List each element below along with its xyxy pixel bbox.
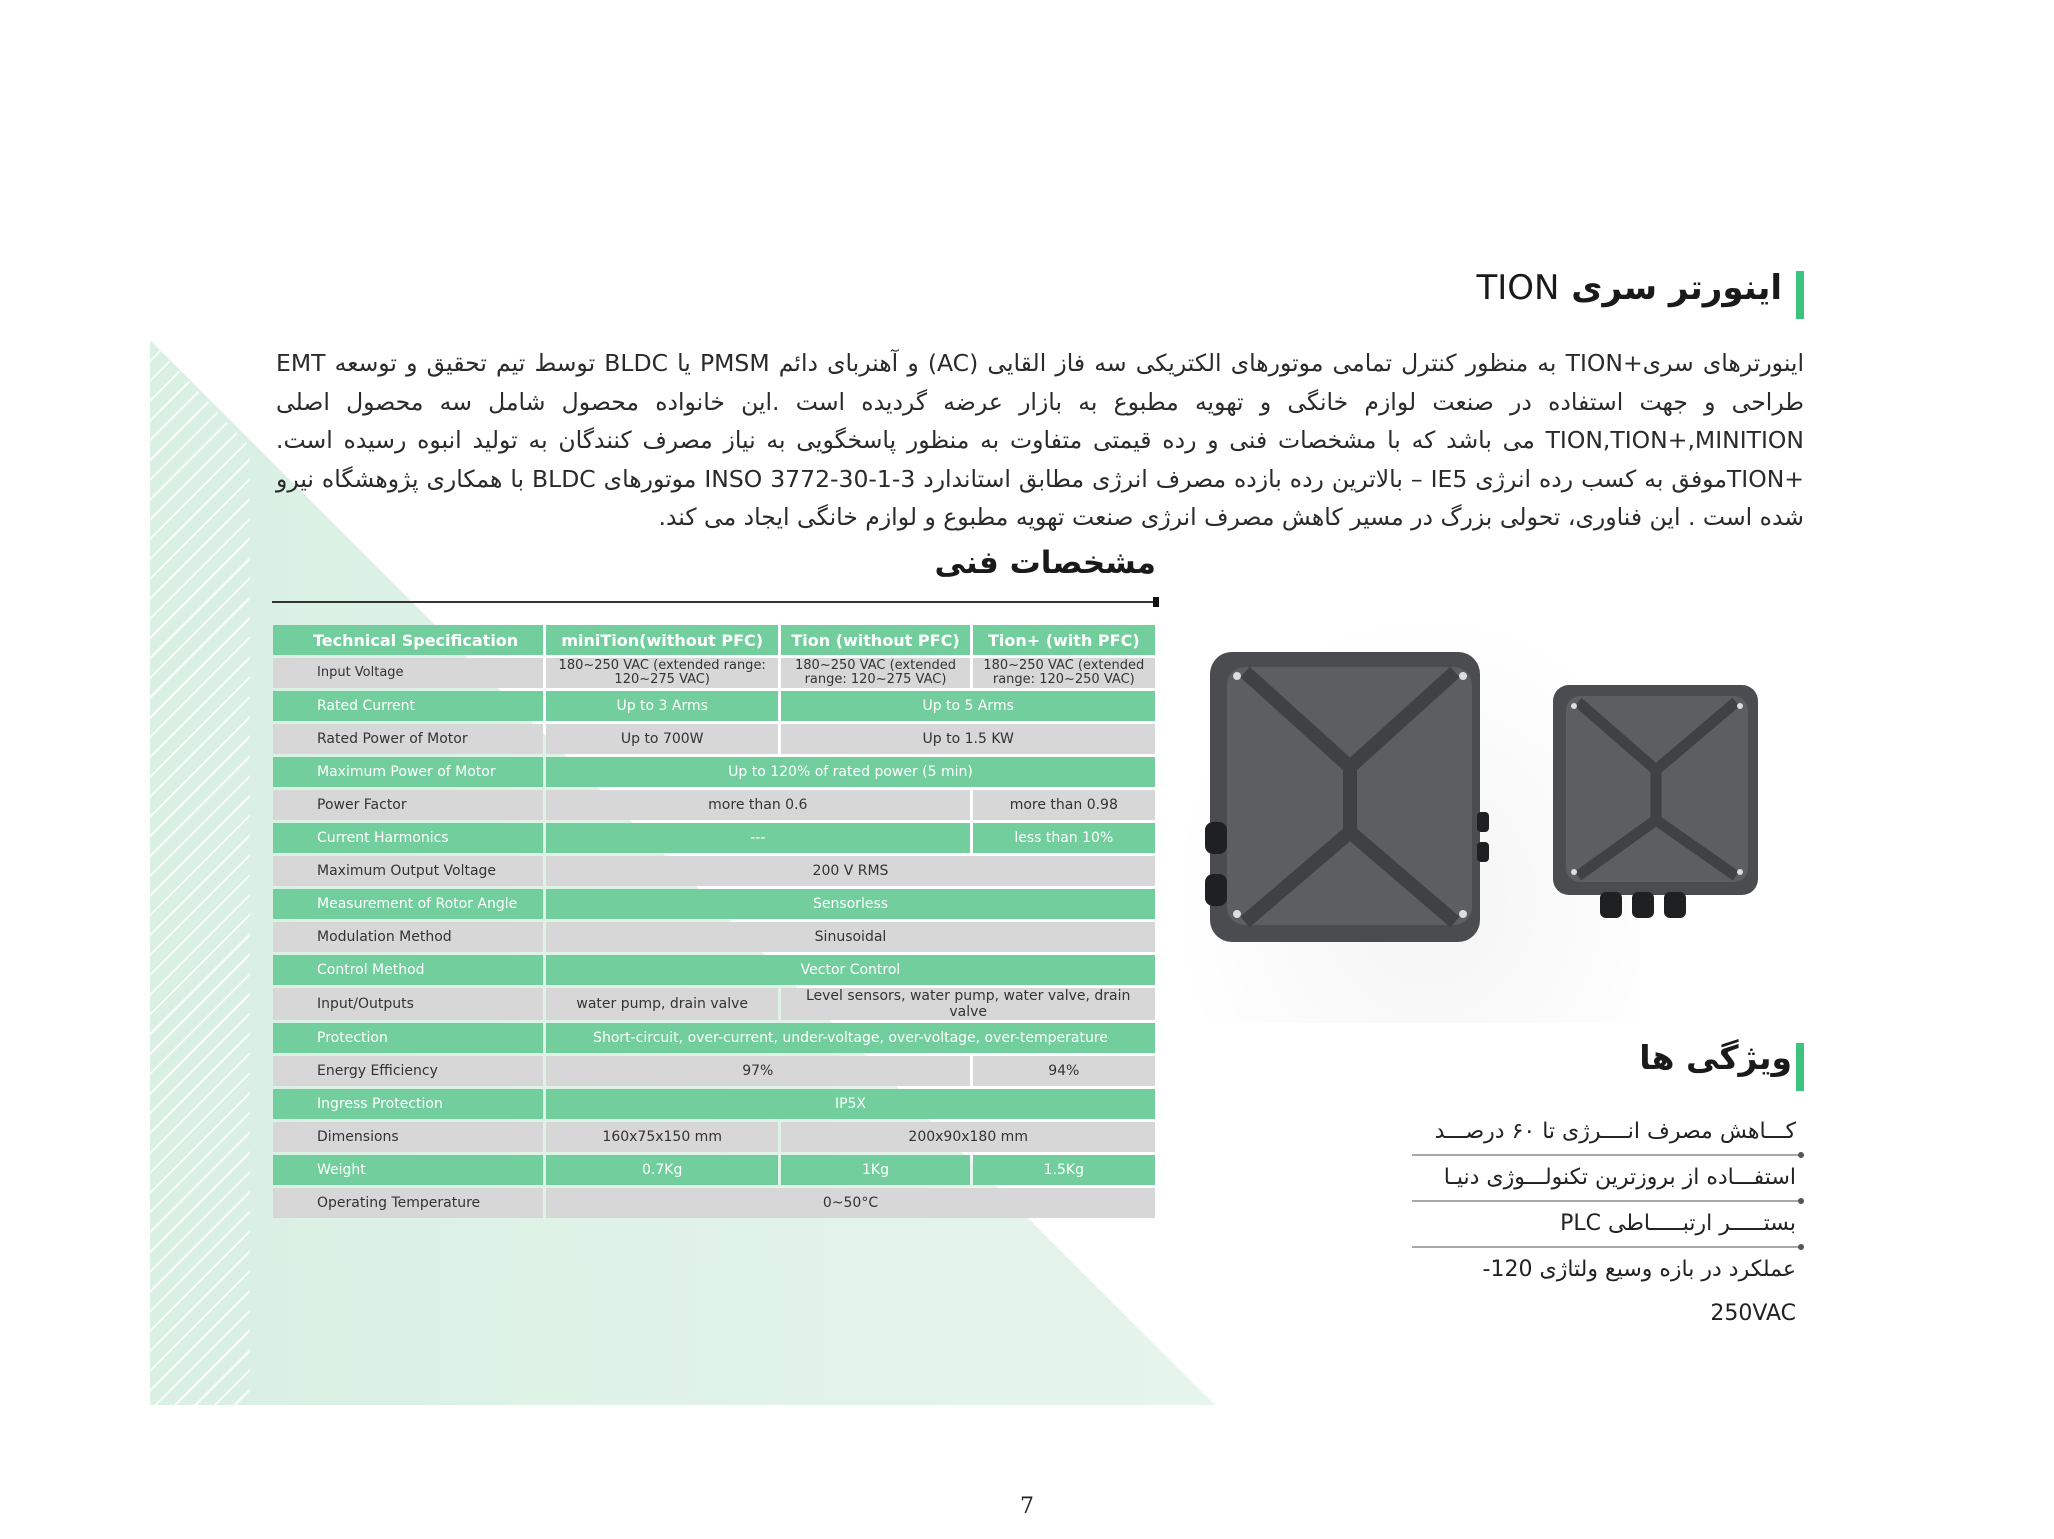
- cell: Short-circuit, over-current, under-voltage, over-voltage, over-temperature: [546, 1023, 1155, 1053]
- table-row: [273, 1056, 1155, 1086]
- header-tion-plus: Tion+ (with PFC): [973, 625, 1155, 655]
- row-label: Operating Temperature: [273, 1188, 543, 1218]
- cell: 180~250 VAC (extended range: 120~250 VAC): [973, 658, 1155, 688]
- cell: Sinusoidal: [546, 922, 1155, 952]
- cell: Level sensors, water pump, water valve, drain valve: [781, 988, 1155, 1020]
- cell: 180~250 VAC (extended range: 120~275 VAC): [781, 658, 969, 688]
- specs-divider-end: [1153, 597, 1159, 607]
- row-label: Maximum Output Voltage: [273, 856, 543, 886]
- cell: Up to 120% of rated power (5 min): [546, 757, 1155, 787]
- row-label: Maximum Power of Motor: [273, 757, 543, 787]
- row-label: Input/Outputs: [273, 988, 543, 1020]
- row-label: Measurement of Rotor Angle: [273, 889, 543, 919]
- page-number: 7: [1020, 1494, 1034, 1519]
- inverter-small-image: [1548, 680, 1768, 940]
- cell: Up to 700W: [546, 724, 778, 754]
- header-spec: Technical Specification: [273, 625, 543, 655]
- spec-header-row: [273, 625, 1155, 655]
- table-row: [273, 1188, 1155, 1218]
- cell: 180~250 VAC (extended range: 120~275 VAC): [546, 658, 778, 688]
- table-row: [273, 856, 1155, 886]
- table-row: [273, 1023, 1155, 1053]
- cell: less than 10%: [973, 823, 1155, 853]
- cell: more than 0.6: [546, 790, 970, 820]
- cell: ---: [546, 823, 970, 853]
- cell: more than 0.98: [973, 790, 1155, 820]
- cell: Vector Control: [546, 955, 1155, 985]
- title-latin: TION: [1476, 268, 1560, 308]
- table-row: [273, 757, 1155, 787]
- cell: Up to 1.5 KW: [781, 724, 1155, 754]
- cell: 94%: [973, 1056, 1155, 1086]
- spec-table: [270, 622, 1158, 1221]
- cell: Sensorless: [546, 889, 1155, 919]
- cell: 1.5Kg: [973, 1155, 1155, 1185]
- row-label: Current Harmonics: [273, 823, 543, 853]
- row-label: Control Method: [273, 955, 543, 985]
- row-label: Weight: [273, 1155, 543, 1185]
- table-row: [273, 1155, 1155, 1185]
- header-tion: Tion (without PFC): [781, 625, 969, 655]
- row-label: Rated Current: [273, 691, 543, 721]
- intro-paragraph: اینورترهای سری+TION به منظور کنترل تمامی موتورهای الکتریکی سه فاز القایی (AC) و آهنربای دائم PMSM یا BLDC توسط تیم تحقیق و توسعه EMT طراحی و جهت استفاده در صنعت لوازم خانگی و تهویه مطبوع به بازار عرضه گردیده است .این خانواده محصول شامل سه محصول اصلی TION,TION+,MINITION می باشد که با مشخصات فنی و رده قیمتی متفاوت به منظور پاسخگویی به نیاز مصرف کنندگان به تولید انبوه رسیده است. +TIONموفق به کسب رده انرژی IE5 – بالاترین رده بازده مصرف انرژی مطابق استاندارد INSO 3772-30-1-3 موتورهای BLDC با همکاری پژوهشگاه نیرو شده است . این فناوری، تحولی بزرگ در مسیر کاهش مصرف انرژی صنعت تهویه مطبوع و لوازم خانگی ایجاد می کند.: [276, 349, 1804, 531]
- row-label: Protection: [273, 1023, 543, 1053]
- cell: Up to 5 Arms: [781, 691, 1155, 721]
- features-accent-bar: [1796, 1043, 1804, 1091]
- cell: 0.7Kg: [546, 1155, 778, 1185]
- row-label: Power Factor: [273, 790, 543, 820]
- cell: 0~50°C: [546, 1188, 1155, 1218]
- specs-section-title: مشخصات فنی: [934, 545, 1156, 581]
- cell: 200 V RMS: [546, 856, 1155, 886]
- feature-item: عملکرد در بازه وسیع ولتاژی 120-250VAC: [1482, 1257, 1796, 1326]
- row-label: Modulation Method: [273, 922, 543, 952]
- row-label: Energy Efficiency: [273, 1056, 543, 1086]
- cell: IP5X: [546, 1089, 1155, 1119]
- table-row: [273, 988, 1155, 1020]
- table-row: [273, 922, 1155, 952]
- inverter-large-image: [1205, 642, 1495, 952]
- table-row: [273, 1089, 1155, 1119]
- header-minition: miniTion(without PFC): [546, 625, 778, 655]
- table-row: [273, 790, 1155, 820]
- table-row: [273, 889, 1155, 919]
- row-label: Rated Power of Motor: [273, 724, 543, 754]
- cell: 97%: [546, 1056, 970, 1086]
- background-stripes: [150, 340, 250, 1405]
- features-title: ویژگی ها: [1639, 1038, 1792, 1077]
- features-list: [1412, 1110, 1802, 1326]
- cell: Up to 3 Arms: [546, 691, 778, 721]
- table-row: [273, 955, 1155, 985]
- table-row: [273, 724, 1155, 754]
- page-title: [1476, 268, 1782, 308]
- cell: 160x75x150 mm: [546, 1122, 778, 1152]
- row-label: Ingress Protection: [273, 1089, 543, 1119]
- cell: 1Kg: [781, 1155, 969, 1185]
- table-row: [273, 823, 1155, 853]
- specs-divider: [272, 601, 1157, 603]
- title-persian: اینورتر سری: [1571, 268, 1782, 308]
- row-label: Input Voltage: [273, 658, 543, 688]
- table-row: [273, 1122, 1155, 1152]
- title-accent-bar: [1796, 271, 1804, 319]
- feature-item: استفـــاده از بروزترین تکنولـــوژی دنیـا: [1412, 1156, 1802, 1202]
- table-row: [273, 691, 1155, 721]
- cell: 200x90x180 mm: [781, 1122, 1155, 1152]
- table-row: [273, 658, 1155, 688]
- cell: water pump, drain valve: [546, 988, 778, 1020]
- feature-item: کـــاهش مصرف انــــرژی تا ۶۰ درصـــد: [1412, 1110, 1802, 1156]
- row-label: Dimensions: [273, 1122, 543, 1152]
- feature-item: بستـــــر ارتبـــــاطی PLC: [1412, 1202, 1802, 1248]
